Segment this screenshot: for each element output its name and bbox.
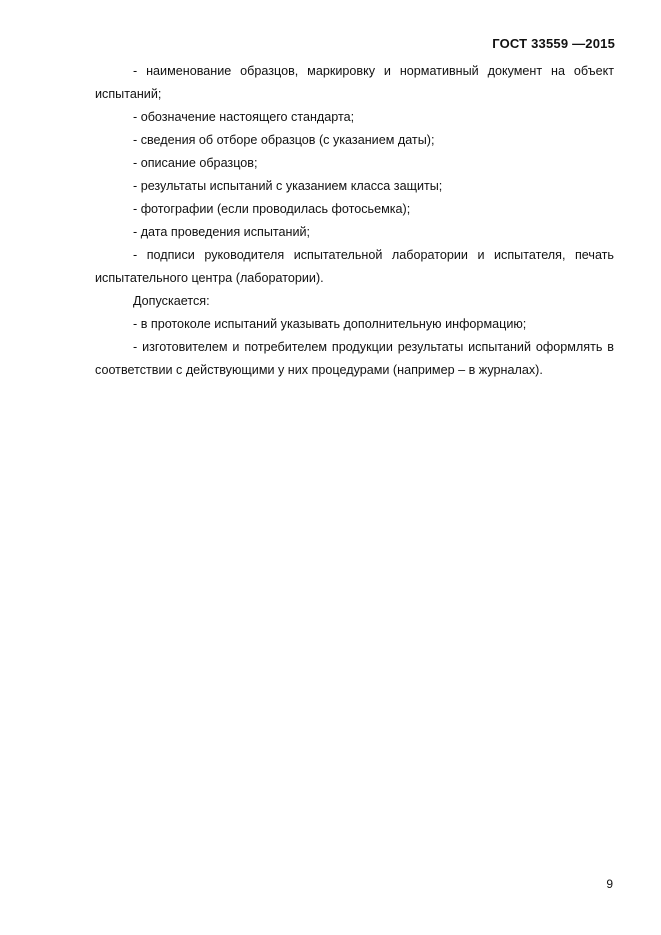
paragraph-sample-details: - наименование образцов, маркировку и нормативный документ на объект испытаний;	[95, 64, 614, 101]
paragraph-additional-info: - в протоколе испытаний указывать дополнительную информацию;	[133, 317, 527, 331]
paragraph-photographs: - фотографии (если проводилась фотосьемка);	[133, 202, 411, 216]
paragraph-sampling-info: - сведения об отборе образцов (с указанием даты);	[133, 133, 435, 147]
document-body	[95, 60, 614, 382]
paragraph-standard-designation: - обозначение настоящего стандарта;	[133, 110, 355, 124]
paragraph-test-results: - результаты испытаний с указанием класса защиты;	[133, 179, 443, 193]
paragraph-procedures: - изготовителем и потребителем продукции результаты испытаний оформлять в соответствии с действующими у них процедурами (например – в журналах).	[95, 340, 614, 377]
paragraph-signatures: - подписи руководителя испытательной лаборатории и испытателя, печать испытательного центра (лаборатории).	[95, 248, 614, 285]
standard-code-header: ГОСТ 33559 —2015	[492, 36, 615, 51]
page-number: 9	[606, 877, 613, 891]
paragraph-sample-description: - описание образцов;	[133, 156, 258, 170]
paragraph-allowed: Допускается:	[133, 294, 210, 308]
paragraph-test-date: - дата проведения испытаний;	[133, 225, 311, 239]
